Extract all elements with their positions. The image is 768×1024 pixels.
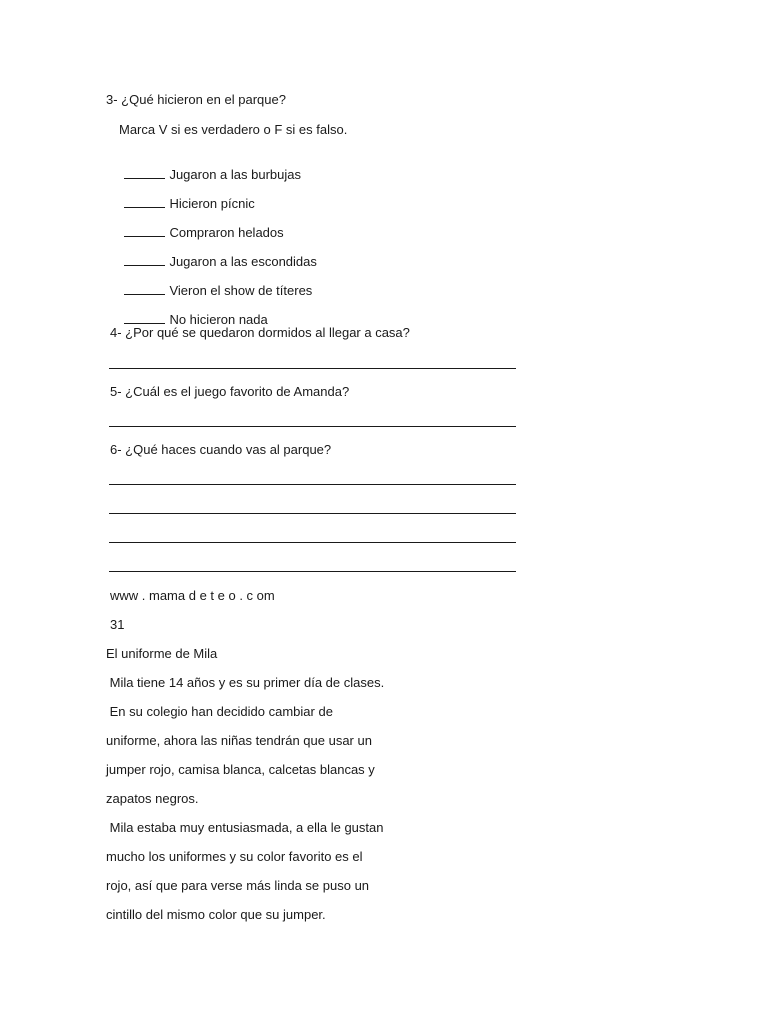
story-line: jumper rojo, camisa blanca, calcetas blancas y — [106, 762, 375, 777]
answer-line[interactable] — [109, 513, 516, 514]
question-5: 5- ¿Cuál es el juego favorito de Amanda? — [110, 384, 350, 399]
item-text: No hicieron nada — [169, 312, 268, 327]
answer-line[interactable] — [109, 368, 516, 369]
item-text: Jugaron a las burbujas — [169, 167, 301, 182]
item-text: Hicieron pícnic — [169, 196, 255, 211]
answer-line[interactable] — [109, 484, 516, 485]
page-number: 31 — [110, 617, 125, 632]
story-line: En su colegio han decidido cambiar de — [106, 704, 333, 719]
question-3-instruction: Marca V si es verdadero o F si es falso. — [119, 122, 348, 137]
answer-blank[interactable] — [124, 225, 165, 237]
answer-blank[interactable] — [124, 196, 165, 208]
item-text: Jugaron a las escondidas — [169, 254, 317, 269]
website-footer: www . mama d e t e o . c om — [110, 588, 275, 603]
question-3: 3- ¿Qué hicieron en el parque? — [106, 92, 286, 107]
item-text: Vieron el show de títeres — [169, 283, 313, 298]
question-4: 4- ¿Por qué se quedaron dormidos al llegar a casa? — [110, 325, 410, 340]
answer-blank[interactable] — [124, 312, 165, 324]
story-line: cintillo del mismo color que su jumper. — [106, 907, 326, 922]
story-line: zapatos negros. — [106, 791, 199, 806]
answer-blank[interactable] — [124, 167, 165, 179]
item-text: Compraron helados — [169, 225, 284, 240]
answer-line[interactable] — [109, 571, 516, 572]
story-line: mucho los uniformes y su color favorito es el — [106, 849, 363, 864]
story-line: uniforme, ahora las niñas tendrán que usar un — [106, 733, 372, 748]
story-line: Mila estaba muy entusiasmada, a ella le gustan — [106, 820, 384, 835]
story-line: rojo, así que para verse más linda se puso un — [106, 878, 370, 893]
answer-blank[interactable] — [124, 254, 165, 266]
answer-line[interactable] — [109, 542, 516, 543]
question-6: 6- ¿Qué haces cuando vas al parque? — [110, 442, 332, 457]
story-title: El uniforme de Mila — [106, 646, 218, 661]
answer-line[interactable] — [109, 426, 516, 427]
answer-blank[interactable] — [124, 283, 165, 295]
story-line: Mila tiene 14 años y es su primer día de clases. — [106, 675, 385, 690]
